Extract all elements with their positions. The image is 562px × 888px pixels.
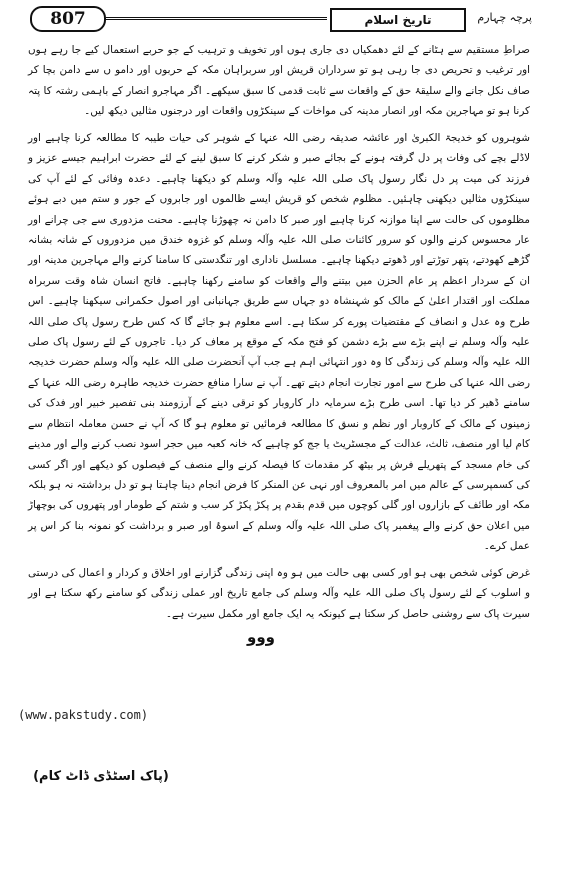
paragraph-2: شوہروں کو خدیجۃ الکبریٰ اور عائشہ صدیقہ رضی اللہ عنہا کے شوہر کی حیات طیبہ کا مطالعہ کرنا چاہیے اور لاڈلے بچے کی وفات پر دل گرفتہ ہونے کے بجائے صبر و شکر کرنے کا سبق لینے کے لئے حضرت ابراہیم جیسے عزیز و فرزند کی میت پر دل نگار رسول پاک صلی اللہ علیہ وآلہ وسلم کو دیکھنا چاہیے۔ دعدہ وفائی کے لئے آپ کی سینکڑوں مثالیں دیکھنی چاہئیں۔ مظلوم شخص کو قریش ایسے ظالموں اور جابروں کے جور و ستم میں دبے ہوئے مظلوموں کی حالت سے اپنا موازنہ کرنا چاہیے اور صبر کا دامن نہ چھوڑنا چاہیے۔ محنت مزدوری سے جی چرانے اور عار محسوس کرنے والوں کو سرور کائنات صلی اللہ علیہ وآلہ وسلم کو غزوہ خندق میں مزدوروں کے شانہ بشانہ گڑھے کھودتے، پتھر توڑتے اور ڈھوتے دیکھنا چاہیے۔ مسلسل ناداری اور تنگدستی کا سامنا کرنے والے مہاجرین مدینہ اور ان کے سردار اعظم پر عام الحزن میں بیتنے والے واقعات کو سامنے رکھنا چاہیے۔ فاتح انسان شاہ وقت سربراہ مملکت اور اقتدار اعلیٰ کے مالک کو شہنشاہ دو جہاں سے طریق جہانبانی اور اصول حکمرانی سیکھنا چاہیے۔ اس طرح وہ عدل و انصاف کے مقتضیات پورے کر سکتا ہے۔ اسے معلوم ہو جائے گا کہ کس طرح رسول پاک صلی اللہ علیہ وآلہ وسلم نے اپنے بڑے سے بڑے دشمن کو فتح مکہ کے موقع پر معاف کر دیا۔ تاجروں کے لئے رسول پاک صلی اللہ علیہ وآلہ وسلم کی زندگی کا وہ دور انتہائی اہم ہے جب آپ آنحضرت صلی اللہ علیہ وآلہ وسلم حضرت خدیجہ رضی اللہ عنہا کی طرح سے امور تجارت انجام دیتے تھے۔ آپ نے سارا منافع حضرت خدیجہ طاہرہ رضی اللہ عنہا کے سامنے ڈھیر کر دیا تھا۔ اسی طرح بڑے سرمایہ دار کاروبار کو ترقی دینے کے آرزومند بنی تفصیر خبیر اور فدک کی زمینوں کے مالک کے کاروبار اور نظم و نسق کا مطالعہ فرمائیں تو معلوم ہو گا کہ آپ نے حسن معاملہ انتظام سے کام لیا اور منصف، ثالث، عدالت کے مجسٹریٹ یا جج کو چاہیے کہ خانہ کعبہ میں حجر اسود نصب کرنے والے اور مدینے کی خام مسجد کے پتھریلے فرش پر بیٹھ کر مقدمات کا فیصلہ کرنے والے منصف کے فیصلوں کو دیکھے اور اگر کسی کی کسمپرسی کے عالم میں امر بالمعروف اور نہی عن المنکر کا فرض انجام دینا چاہتا ہو تو دل برداشتہ نہ ہو بلکہ مکہ اور طائف کے بازاروں اور گلی کوچوں میں قدم بقدم پر پکڑ پکڑ کر سب و شتم کے طومار اور پتھروں کی بوچھاڑ میں اعلان حق کرنے والے پیغمبر پاک صلی اللہ علیہ وآلہ وسلم کے اسوۂ اور صبر و برداشت کو نمونہ بنا کر اس پر عمل کرے۔	[28, 132, 530, 553]
end-ornament: ووو	[247, 628, 275, 646]
page-number: 807	[30, 6, 106, 32]
page-header	[30, 6, 532, 30]
paragraph-1: صراطِ مستقیم سے ہٹانے کے لئے دھمکیاں دی جاری ہوں اور تخویف و ترہیب کے جو حربے استعمال کیے جا رہے ہوں اور ترغیب و تحریص دی جا رہی ہو تو سرداران قریش اور سربراہان مکہ کے حربوں اور دامو ں سے دامن بچا کر صاف نکل جانے والے سلیقۂ حق کے واقعات سے ثابت قدمی کا سبق سیکھے۔ اگر مہاجرو انصار کے باہمی رشتہ کا پتہ کرنا ہو تو مہاجرین مکہ اور انصار مدینہ کی مواخات کے سینکڑوں واقعات اور درجنوں مثالیں دیکھ لیں۔	[28, 44, 530, 118]
paragraph-3: غرض کوئی شخص بھی ہو اور کسی بھی حالت میں ہو وہ اپنی زندگی گزارنے اور اخلاق و کردار و اعمال کی درستی و اسلوب کے لئے رسول پاک صلی اللہ علیہ وآلہ وسلم کی جامع تاریخ اور عملی زندگی کو سامنے رکھ سکتا ہے اور سیرت پاک سے روشنی حاصل کر سکتا ہے کیونکہ یہ ایک جامع اور مکمل سیرت ہے۔	[28, 567, 530, 620]
website-name-urdu: (پاک اسٹڈی ڈاٹ کام)	[33, 769, 169, 784]
header-rule	[106, 17, 327, 20]
section-label: پرچہ چہارم	[477, 11, 532, 24]
website-url: (www.pakstudy.com)	[18, 708, 149, 722]
book-title: تاریخ اسلام	[330, 8, 466, 32]
